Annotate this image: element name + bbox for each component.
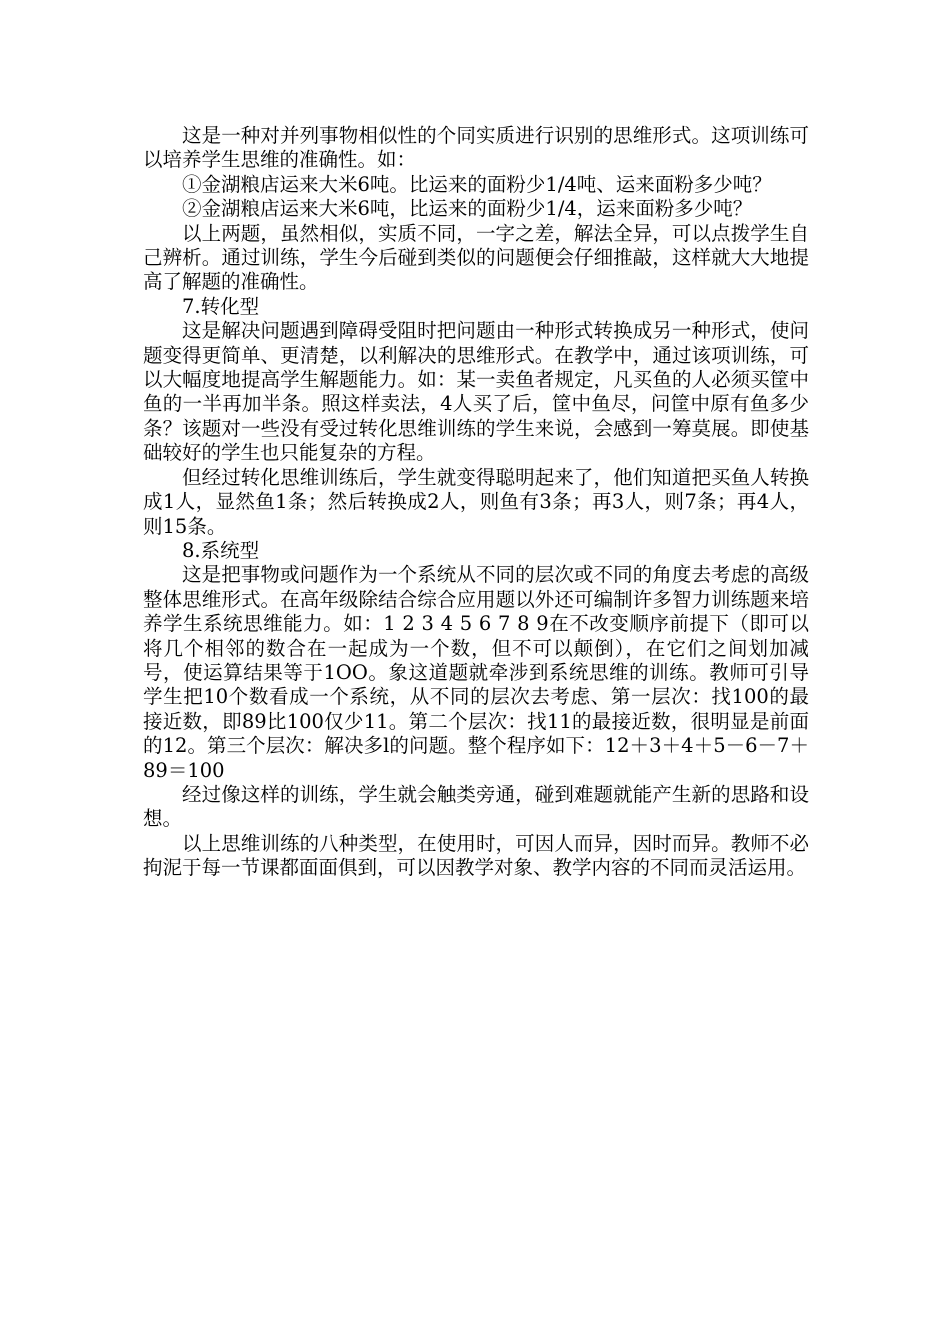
paragraph-conclusion: 以上思维训练的八种类型，在使用时，可因人而异，因时而异。教师不必拘泥于每一节课都面面俱到，可以因教学对象、教学内容的不同而灵活运用。 xyxy=(143,831,809,880)
section-heading-transform: 7.转化型 xyxy=(182,294,260,318)
section-heading-system: 8.系统型 xyxy=(182,538,260,562)
paragraph-system-intro: 这是把事物或问题作为一个系统从不同的层次或不同的角度去考虑的高级整体思维形式。在高年级除结合综合应用题以外还可编制许多智力训练题来培养学生系统思维能力。如：1 2 3 4 5 6 7 8 9在不改变顺序前提下（即可以将几个相邻的数合在一起成为一个数，但不可以颠倒），在它们之间划加减号，使运算结果等于1OO。象这道题就牵涉到系统思维的训练。教师可引导学生把10个数看成一个系统，从不同的层次去考虑、第一层次：找100的最接近数，即89比100仅少11。第二个层次：找11的最接近数，很明显是前面的12。第三个层次：解决多l的问题。整个程序如下：12＋3＋4＋5－6－7＋89＝100 xyxy=(143,563,809,782)
paragraph-example-2: ②金湖粮店运来大米6吨，比运来的面粉少1/4，运来面粉多少吨？ xyxy=(182,197,753,221)
paragraph-system-result: 经过像这样的训练，学生就会触类旁通，碰到难题就能产生新的思路和设想。 xyxy=(143,782,809,831)
paragraph-transform-solution: 但经过转化思维训练后，学生就变得聪明起来了，他们知道把买鱼人转换成1人，显然鱼1条；然后转换成2人，则鱼有3条；再3人，则7条；再4人，则15条。 xyxy=(143,465,809,538)
paragraph-similarity-intro: 这是一种对并列事物相似性的个同实质进行识别的思维形式。这项训练可以培养学生思维的准确性。如： xyxy=(143,124,809,172)
paragraph-transform-intro: 这是解决问题遇到障碍受阻时把问题由一种形式转换成另一种形式，使问题变得更简单、更清楚，以利解决的思维形式。在教学中，通过该项训练，可以大幅度地提高学生解题能力。如：某一卖鱼者规定，凡买鱼的人必须买筐中鱼的一半再加半条。照这样卖法，4人买了后，筐中鱼尽，问筐中原有鱼多少条？该题对一些没有受过转化思维训练的学生来说，会感到一筹莫展。即使基础较好的学生也只能复杂的方程。 xyxy=(143,319,809,465)
paragraph-similarity-analysis: 以上两题，虽然相似，实质不同，一字之差，解法全异，可以点拨学生自己辨析。通过训练，学生今后碰到类似的问题便会仔细推敲，这样就大大地提高了解题的准确性。 xyxy=(143,221,809,294)
document-body xyxy=(143,124,809,881)
paragraph-example-1: ①金湖粮店运来大米6吨。比运来的面粉少1/4吨、运来面粉多少吨？ xyxy=(182,172,772,196)
